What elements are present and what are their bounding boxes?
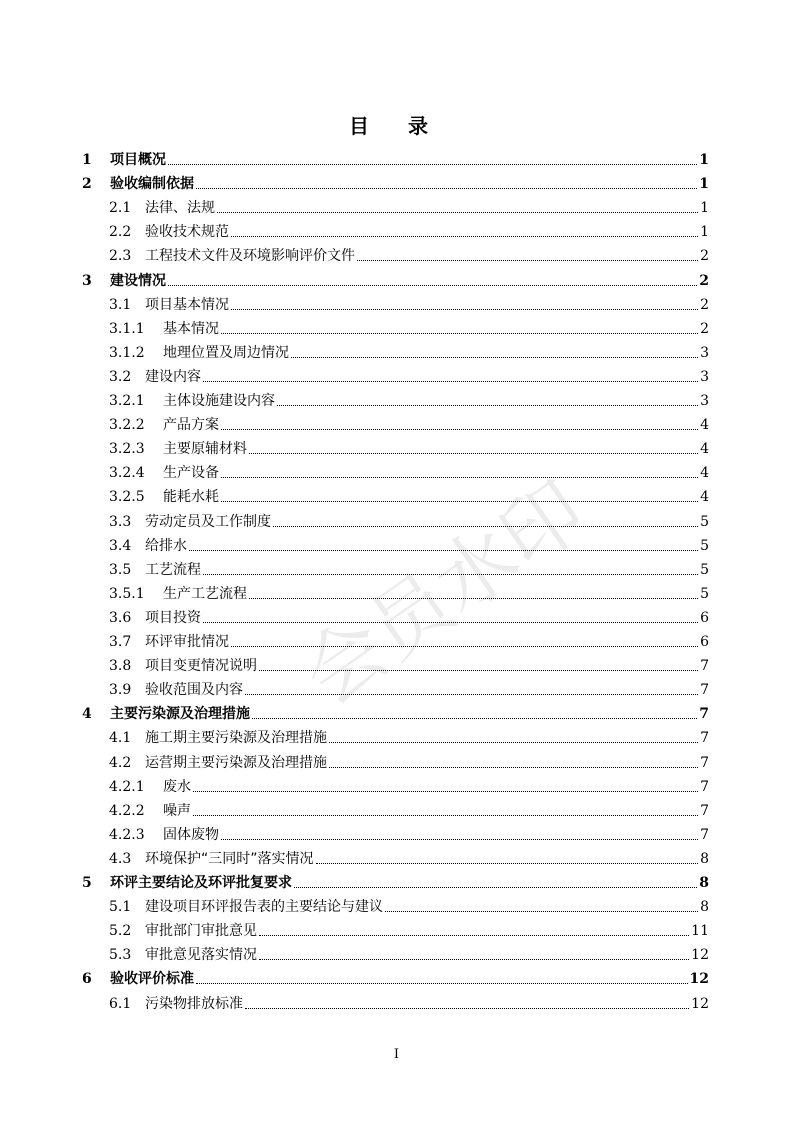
toc-leader-dots <box>252 717 697 719</box>
toc-entry[interactable] <box>109 772 709 796</box>
toc-entry-title: 污染物排放标准 <box>145 995 243 1012</box>
toc-entry-title: 主要原辅材料 <box>163 441 247 458</box>
toc-entry-page: 7 <box>700 826 709 843</box>
toc-entry-number: 3.2 <box>109 368 132 385</box>
toc-entry-title: 固体废物 <box>163 826 219 843</box>
toc-entry-title: 噪声 <box>163 802 191 819</box>
toc-entry[interactable] <box>109 386 709 410</box>
toc-entry-page: 7 <box>700 778 709 795</box>
toc-entry-title: 审批部门审批意见 <box>145 923 257 940</box>
toc-entry-title: 建设内容 <box>145 368 201 385</box>
toc-leader-dots <box>245 693 698 695</box>
toc-entry-page: 8 <box>700 899 709 916</box>
toc-entry-page: 3 <box>700 393 709 409</box>
toc-entry[interactable] <box>109 627 709 651</box>
toc-entry[interactable] <box>109 989 709 1013</box>
toc-entry[interactable] <box>82 868 709 892</box>
toc-entry-title: 验收技术规范 <box>145 224 229 241</box>
toc-entry-page: 7 <box>700 754 709 771</box>
toc-entry[interactable] <box>109 555 709 579</box>
toc-entry-title: 项目变更情况说明 <box>145 658 257 675</box>
toc-leader-dots <box>249 597 698 599</box>
toc-entry-number: 5.1 <box>109 899 132 916</box>
toc-entry-page: 4 <box>700 465 709 482</box>
toc-entry-number: 4 <box>82 706 92 723</box>
toc-entry-number: 5.2 <box>109 923 132 940</box>
toc-entry-page: 1 <box>700 224 709 241</box>
toc-entry-number: 3.2.5 <box>109 489 145 506</box>
toc-entry[interactable] <box>109 482 709 506</box>
toc-entry-title: 环境保护“三同时”落实情况 <box>145 850 314 867</box>
toc-leader-dots <box>259 958 689 960</box>
toc-leader-dots <box>277 404 698 406</box>
toc-entry-number: 4.2.3 <box>109 826 145 843</box>
toc-leader-dots <box>189 549 698 551</box>
toc-leader-dots <box>203 573 698 575</box>
toc-leader-dots <box>291 356 698 358</box>
toc-entry-title: 法律、法规 <box>145 200 215 217</box>
toc-entry[interactable] <box>109 651 709 675</box>
toc-entry-title: 产品方案 <box>163 417 219 434</box>
toc-leader-dots <box>385 910 698 912</box>
toc-entry[interactable] <box>109 193 709 217</box>
toc-entry-number: 3.1.1 <box>109 320 145 337</box>
toc-entry-title: 废水 <box>163 778 191 795</box>
toc-entry-number: 3.8 <box>109 658 132 675</box>
toc-entry[interactable] <box>109 314 709 338</box>
toc-leader-dots <box>259 934 689 936</box>
toc-entry-page: 5 <box>700 513 709 530</box>
toc-entry-title: 验收范围及内容 <box>145 682 243 699</box>
toc-leader-dots <box>196 187 697 189</box>
toc-entry-page: 2 <box>700 248 709 265</box>
toc-entry-page: 11 <box>691 923 709 940</box>
toc-entry-number: 1 <box>82 152 92 168</box>
toc-entry-number: 4.1 <box>109 730 132 747</box>
toc-entry-number: 2.2 <box>109 224 132 241</box>
toc-entry-number: 5.3 <box>109 947 132 964</box>
toc-entry-page: 4 <box>700 417 709 434</box>
toc-leader-dots <box>221 428 698 430</box>
toc-entry-title: 工程技术文件及环境影响评价文件 <box>145 248 355 265</box>
toc-entry-number: 3.2.2 <box>109 417 145 434</box>
toc-leader-dots <box>245 1007 689 1009</box>
toc-entry-page: 6 <box>700 634 709 650</box>
toc-entry[interactable] <box>109 338 709 362</box>
toc-leader-dots <box>249 452 698 454</box>
toc-entry-page: 1 <box>699 152 709 168</box>
toc-entry-page: 5 <box>700 561 709 578</box>
toc-entry-title: 劳动定员及工作制度 <box>145 513 271 530</box>
toc-entry-page: 12 <box>689 971 709 988</box>
toc-entry-page: 6 <box>700 609 709 626</box>
toc-entry-page: 5 <box>700 537 709 554</box>
toc-entry-number: 2.1 <box>109 200 132 217</box>
toc-leader-dots <box>221 838 698 840</box>
toc-entry-title: 建设项目环评报告表的主要结论与建议 <box>145 899 383 916</box>
toc-entry[interactable] <box>109 362 709 386</box>
toc-entry[interactable] <box>109 410 709 434</box>
toc-entry-number: 3.6 <box>109 609 132 626</box>
toc-entry-number: 3.2.1 <box>109 393 145 409</box>
toc-entry-title: 项目基本情况 <box>145 296 229 313</box>
toc-title: 目 录 <box>349 114 444 138</box>
toc-entry[interactable] <box>82 266 709 290</box>
toc-entry-title: 环评审批情况 <box>145 634 229 650</box>
toc-entry-number: 5 <box>82 875 92 891</box>
toc-entry-page: 7 <box>700 682 709 699</box>
toc-entry-title: 主要污染源及治理措施 <box>110 706 250 723</box>
toc-entry-page: 5 <box>700 585 709 602</box>
page-number: I <box>393 1047 400 1062</box>
toc-entry[interactable] <box>82 964 709 988</box>
toc-entry-page: 4 <box>700 441 709 458</box>
toc-entry-page: 2 <box>700 296 709 313</box>
toc-entry[interactable] <box>109 241 709 265</box>
toc-entry-number: 3.1.2 <box>109 344 145 361</box>
toc-entry[interactable] <box>109 217 709 241</box>
toc-entry[interactable] <box>109 796 709 820</box>
toc-entry-number: 3.7 <box>109 634 132 650</box>
toc-leader-dots <box>273 525 698 527</box>
toc-entry[interactable] <box>109 458 709 482</box>
toc-leader-dots <box>231 308 698 310</box>
toc-entry[interactable] <box>109 916 709 940</box>
toc-entry-number: 6 <box>82 971 92 988</box>
toc-entry[interactable] <box>82 169 709 193</box>
toc-leader-dots <box>294 886 697 888</box>
toc-entry-number: 3.4 <box>109 537 132 554</box>
toc-entry-title: 运营期主要污染源及治理措施 <box>145 754 327 771</box>
toc-entry[interactable] <box>109 675 709 699</box>
toc-entry-number: 4.3 <box>109 850 132 867</box>
toc-entry-title: 基本情况 <box>163 320 219 337</box>
toc-entry-page: 3 <box>700 344 709 361</box>
toc-entry-number: 3.1 <box>109 296 132 313</box>
toc-entry[interactable] <box>82 145 709 169</box>
toc-leader-dots <box>329 741 698 743</box>
toc-entry-number: 3 <box>82 272 92 289</box>
toc-entry-page: 12 <box>691 947 709 964</box>
toc-entry-title: 验收评价标准 <box>110 971 194 988</box>
toc-leader-dots <box>329 766 698 768</box>
toc-entry-page: 7 <box>700 658 709 675</box>
toc-entry-number: 2.3 <box>109 248 132 265</box>
toc-entry-title: 验收编制依据 <box>110 176 194 193</box>
toc-entry[interactable] <box>109 434 709 458</box>
toc-entry-number: 4.2.1 <box>109 778 145 795</box>
toc-entry-page: 4 <box>700 489 709 506</box>
toc-entry-number: 6.1 <box>109 995 132 1012</box>
toc-entry-title: 给排水 <box>145 537 187 554</box>
toc-entry-number: 3.3 <box>109 513 132 530</box>
toc-entry-title: 工艺流程 <box>145 561 201 578</box>
toc-leader-dots <box>193 814 698 816</box>
toc-leader-dots <box>168 163 697 165</box>
toc-entry[interactable] <box>82 699 709 723</box>
toc-leader-dots <box>231 235 698 237</box>
toc-entry-page: 1 <box>700 200 709 217</box>
toc-entry-number: 3.2.4 <box>109 465 145 482</box>
toc-entry[interactable] <box>109 579 709 603</box>
toc-entry-number: 4.2 <box>109 754 132 771</box>
toc-leader-dots <box>203 380 698 382</box>
toc-entry-page: 8 <box>700 850 709 867</box>
toc-leader-dots <box>231 645 698 647</box>
toc-entry[interactable] <box>109 820 709 844</box>
toc-leader-dots <box>168 284 697 286</box>
toc-entry-title: 环评主要结论及环评批复要求 <box>110 875 292 891</box>
toc-entry-number: 3.2.3 <box>109 441 145 458</box>
toc-entry-title: 能耗水耗 <box>163 489 219 506</box>
toc-entry-title: 主体设施建设内容 <box>163 393 275 409</box>
toc-entry-page: 1 <box>699 176 709 193</box>
toc-entry[interactable] <box>109 531 709 555</box>
toc-entry-number: 3.5.1 <box>109 585 145 602</box>
toc-leader-dots <box>196 982 688 984</box>
toc-entry-page: 7 <box>700 802 709 819</box>
toc-entry-number: 2 <box>82 176 92 193</box>
toc-leader-dots <box>221 476 698 478</box>
toc-leader-dots <box>203 621 698 623</box>
toc-entry-page: 12 <box>691 995 709 1012</box>
toc-entry-title: 地理位置及周边情况 <box>163 344 289 361</box>
watermark: 会员水印 <box>286 463 602 724</box>
toc-entry[interactable] <box>109 844 709 868</box>
toc-entry-page: 3 <box>700 368 709 385</box>
toc-entry[interactable] <box>109 748 709 772</box>
toc-leader-dots <box>221 500 698 502</box>
toc-entry-number: 3.9 <box>109 682 132 699</box>
toc-entry-number: 3.5 <box>109 561 132 578</box>
toc-entry-title: 项目投资 <box>145 609 201 626</box>
toc-entry[interactable] <box>109 290 709 314</box>
toc-entry-page: 2 <box>700 320 709 337</box>
toc-entry-page: 7 <box>700 730 709 747</box>
toc-leader-dots <box>316 862 699 864</box>
toc-entry-number: 4.2.2 <box>109 802 145 819</box>
toc-leader-dots <box>357 259 698 261</box>
toc-entry[interactable] <box>109 723 709 747</box>
toc-leader-dots <box>193 790 698 792</box>
toc-entry-page: 7 <box>699 706 709 723</box>
toc-entry-title: 审批意见落实情况 <box>145 947 257 964</box>
toc-entry-title: 生产工艺流程 <box>163 585 247 602</box>
toc-entry-title: 生产设备 <box>163 465 219 482</box>
toc-entry-page: 2 <box>699 272 709 289</box>
toc-leader-dots <box>221 332 698 334</box>
toc-entry[interactable] <box>109 603 709 627</box>
toc-entry[interactable] <box>109 940 709 964</box>
toc-entry[interactable] <box>109 892 709 916</box>
toc-leader-dots <box>259 669 698 671</box>
toc-entry[interactable] <box>109 507 709 531</box>
toc-entry-title: 项目概况 <box>110 152 166 168</box>
toc-leader-dots <box>217 211 698 213</box>
toc-entry-page: 8 <box>699 875 709 891</box>
toc-entry-title: 建设情况 <box>110 272 166 289</box>
toc-entry-title: 施工期主要污染源及治理措施 <box>145 730 327 747</box>
